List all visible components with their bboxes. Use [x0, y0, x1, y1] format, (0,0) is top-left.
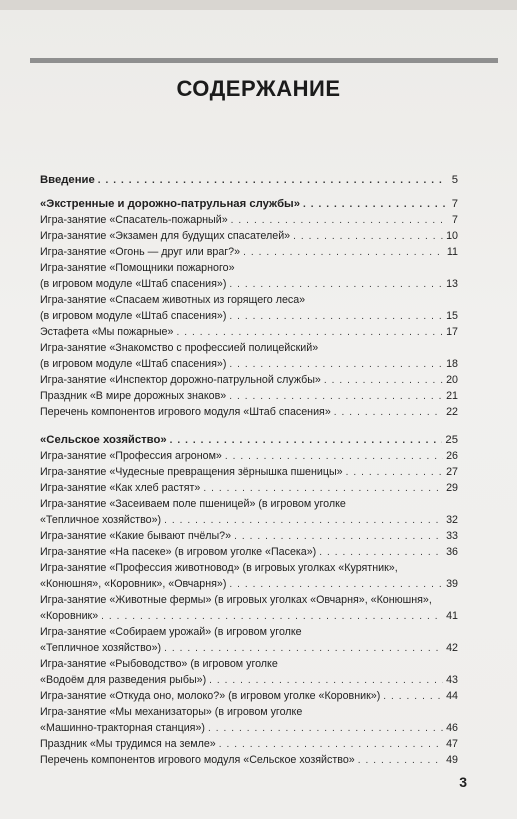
toc-entry-title: Перечень компонентов игрового модуля «Сельское хозяйство» [40, 754, 355, 766]
toc-entry-title: Эстафета «Мы пожарные» [40, 326, 174, 338]
dot-leader [229, 577, 443, 593]
toc-entry-page: 43 [446, 674, 458, 686]
toc-entry[interactable] [40, 544, 458, 560]
dot-leader [164, 641, 443, 657]
toc-entry-title: Игра-занятие «Огонь — друг или враг?» [40, 246, 241, 258]
toc-entry-line[interactable] [40, 704, 458, 720]
header-rule [30, 58, 498, 63]
toc-entry-page: 42 [446, 642, 458, 654]
toc-entry-title: «Коровник» [40, 610, 99, 622]
toc-entry[interactable] [40, 576, 458, 592]
toc-entry-page: 18 [446, 358, 458, 370]
dot-leader [358, 753, 443, 769]
dot-leader [303, 197, 445, 213]
dot-leader [324, 373, 443, 389]
dot-leader [319, 545, 443, 561]
toc-entry-title: Игра-занятие «Знакомство с профессией полицейский» [40, 342, 319, 354]
toc-entry-page: 32 [446, 514, 458, 526]
toc-entry[interactable] [40, 404, 458, 420]
dot-leader [208, 721, 443, 737]
toc-entry-page: 21 [446, 390, 458, 402]
toc-entry[interactable] [40, 244, 458, 260]
toc-entry-title: Игра-занятие «Профессия агроном» [40, 450, 222, 462]
toc-entry-page: 20 [446, 374, 458, 386]
toc-entry-page: 49 [446, 754, 458, 766]
toc-entry-page: 7 [451, 198, 458, 210]
toc-entry[interactable] [40, 720, 458, 736]
toc-entry-title: (в игровом модуле «Штаб спасения») [40, 310, 227, 322]
toc-entry[interactable] [40, 448, 458, 464]
toc-entry-page: 10 [446, 230, 458, 242]
toc-entry-page: 5 [451, 174, 458, 186]
toc-entry-title: Игра-занятие «Профессия животновод» (в игровых уголках «Курятник», [40, 562, 398, 574]
toc-entry[interactable] [40, 608, 458, 624]
toc-entry[interactable] [40, 432, 458, 448]
toc-entry-title: «Сельское хозяйство» [40, 434, 167, 446]
toc-entry-title: Игра-занятие «Спасатель-пожарный» [40, 214, 228, 226]
toc-entry-page: 7 [452, 214, 458, 226]
toc-entry[interactable] [40, 640, 458, 656]
toc-entry-page: 44 [446, 690, 458, 702]
dot-leader [346, 465, 444, 481]
toc-entry-line[interactable] [40, 340, 458, 356]
toc-entry[interactable] [40, 308, 458, 324]
toc-entry-title: Игра-занятие «Спасаем животных из горящего леса» [40, 294, 306, 306]
toc-entry-page: 22 [446, 406, 458, 418]
toc-entry-title: Игра-занятие «Инспектор дорожно-патрульной службы» [40, 374, 321, 386]
toc-entry-title: Игра-занятие «Экзамен для будущих спасателей» [40, 230, 291, 242]
toc-entry-title: Праздник «В мире дорожных знаков» [40, 390, 227, 402]
toc-entry-title: Игра-занятие «Животные фермы» (в игровых уголках «Овчарня», «Конюшня», [40, 594, 432, 606]
toc-entry-page: 36 [446, 546, 458, 558]
toc-entry-page: 15 [446, 310, 458, 322]
toc-entry-title: Игра-занятие «Засеиваем поле пшеницей» (в игровом уголке [40, 498, 346, 510]
toc-entry-title: Игра-занятие «Помощники пожарного» [40, 262, 235, 274]
dot-leader [101, 609, 443, 625]
dot-leader [234, 529, 443, 545]
toc-entry-page: 33 [446, 530, 458, 542]
toc-entry-title: Игра-занятие «На пасеке» (в игровом уголке «Пасека») [40, 546, 317, 558]
toc-entry-title: Введение [40, 174, 95, 186]
previous-page-strip [0, 0, 517, 10]
dot-leader [243, 245, 444, 261]
dot-leader [229, 389, 443, 405]
toc-entry[interactable] [40, 688, 458, 704]
toc-entry[interactable] [40, 196, 458, 212]
toc-entry-page: 13 [446, 278, 458, 290]
toc-entry[interactable] [40, 356, 458, 372]
dot-leader [219, 737, 443, 753]
toc-entry-page: 39 [446, 578, 458, 590]
toc-entry-title: Перечень компонентов игрового модуля «Штаб спасения» [40, 406, 331, 418]
toc-entry-title: Игра-занятие «Собираем урожай» (в игровом уголке [40, 626, 302, 638]
toc-entry-title: Праздник «Мы трудимся на земле» [40, 738, 216, 750]
toc-entry-line[interactable] [40, 624, 458, 640]
toc-entry-title: Игра-занятие «Рыбоводство» (в игровом уголке [40, 658, 278, 670]
toc-entry[interactable] [40, 324, 458, 340]
dot-leader [176, 325, 443, 341]
toc-entry-title: «Конюшня», «Коровник», «Овчарня») [40, 578, 227, 590]
toc-entry-line[interactable] [40, 560, 458, 576]
dot-leader [229, 357, 443, 373]
dot-leader [209, 673, 443, 689]
toc-entry[interactable] [40, 372, 458, 388]
toc-entry[interactable] [40, 512, 458, 528]
toc-entry[interactable] [40, 736, 458, 752]
toc-entry-title: «Тепличное хозяйство») [40, 514, 162, 526]
toc-entry[interactable] [40, 480, 458, 496]
dot-leader [231, 213, 445, 229]
toc-entry-line[interactable] [40, 592, 458, 608]
toc-entry-page: 47 [446, 738, 458, 750]
toc-entry-page: 41 [446, 610, 458, 622]
toc-entry-line[interactable] [40, 260, 458, 276]
toc-entry-title: Игра-занятие «Какие бывают пчёлы?» [40, 530, 232, 542]
toc-entry[interactable] [40, 276, 458, 292]
toc-entry-line[interactable] [40, 656, 458, 672]
dot-leader [229, 277, 443, 293]
toc-entry[interactable] [40, 388, 458, 404]
toc-entry-title: «Экстренные и дорожно-патрульная службы» [40, 198, 300, 210]
toc-entry-title: Игра-занятие «Как хлеб растят» [40, 482, 201, 494]
toc-entry-page: 29 [446, 482, 458, 494]
dot-leader [203, 481, 443, 497]
dot-leader [383, 689, 443, 705]
toc-entry-title: (в игровом модуле «Штаб спасения») [40, 278, 227, 290]
toc-entry-line[interactable] [40, 496, 458, 512]
toc-entry[interactable] [40, 464, 458, 480]
toc-entry-title: (в игровом модуле «Штаб спасения») [40, 358, 227, 370]
dot-leader [293, 229, 443, 245]
toc-entry-page: 26 [446, 450, 458, 462]
toc-entry-page: 17 [446, 326, 458, 338]
toc-entry-page: 11 [446, 246, 458, 258]
dot-leader [170, 433, 443, 449]
toc-entry-title: Игра-занятие «Откуда оно, молоко?» (в игровом уголке «Коровник») [40, 690, 381, 702]
toc-entry-page: 46 [446, 722, 458, 734]
dot-leader [164, 513, 443, 529]
toc-entry-title: «Тепличное хозяйство») [40, 642, 162, 654]
page-number: 3 [459, 774, 467, 790]
dot-leader [334, 405, 443, 421]
dot-leader [98, 173, 445, 189]
toc-entry[interactable] [40, 528, 458, 544]
toc-entry[interactable] [40, 228, 458, 244]
toc-entry[interactable] [40, 752, 458, 768]
toc-entry[interactable] [40, 212, 458, 228]
toc-entry-page: 27 [446, 466, 458, 478]
toc-entry-title: Игра-занятие «Чудесные превращения зёрнышка пшеницы» [40, 466, 343, 478]
toc-entry-title: Игра-занятие «Мы механизаторы» (в игровом уголке [40, 706, 303, 718]
toc-entry-line[interactable] [40, 292, 458, 308]
dot-leader [225, 449, 443, 465]
page-heading: СОДЕРЖАНИЕ [176, 76, 341, 101]
toc-entry-title: «Машинно-тракторная станция») [40, 722, 205, 734]
toc-entry-page: 25 [445, 434, 458, 446]
toc-entry[interactable] [40, 672, 458, 688]
toc-entry-title: «Водоём для разведения рыбы») [40, 674, 207, 686]
dot-leader [229, 309, 443, 325]
table-of-contents [40, 172, 458, 768]
toc-entry[interactable] [40, 172, 458, 188]
